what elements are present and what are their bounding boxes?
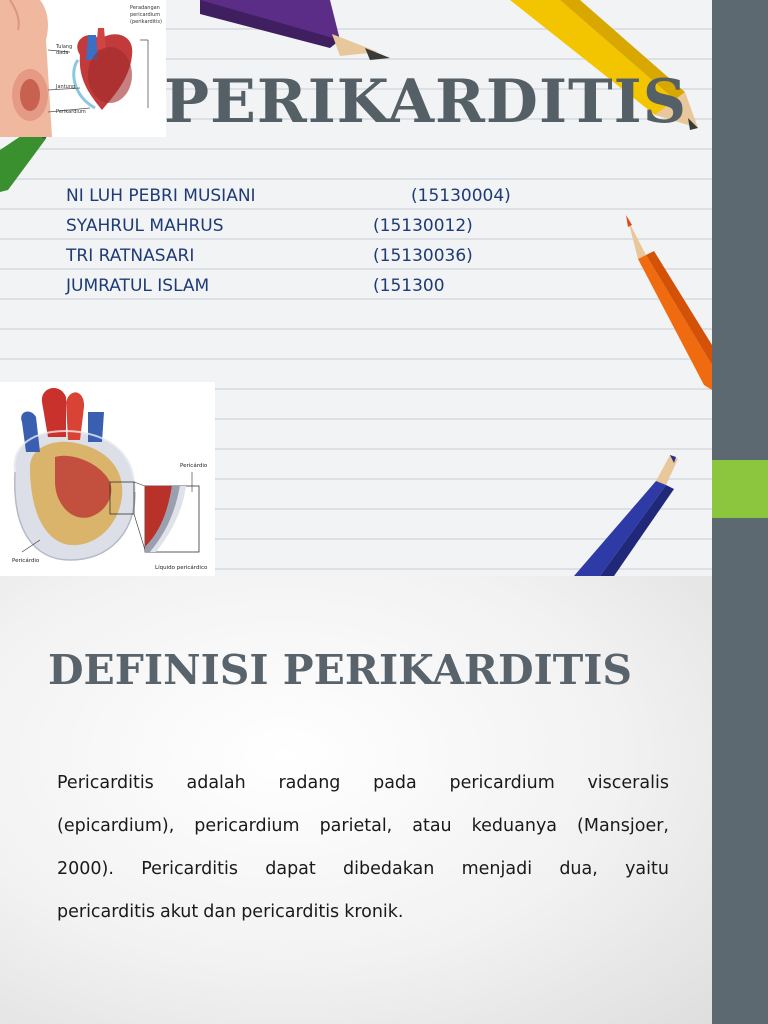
- paragraph-word: 2000).: [57, 859, 114, 879]
- paragraph-word: menjadi: [461, 859, 533, 879]
- paragraph-word: pericardium: [194, 816, 300, 836]
- member-id: (15130012): [373, 216, 473, 236]
- paragraph-word: pericardium: [449, 773, 555, 793]
- member-row: [66, 186, 586, 216]
- member-row: [66, 246, 586, 276]
- purple-pencil-decoration: [200, 0, 400, 70]
- svg-text:Líquido pericárdico: Líquido pericárdico: [155, 565, 208, 571]
- slide-title: PERIKARDITIS: [164, 67, 688, 137]
- member-name: NI LUH PEBRI MUSIANI: [66, 186, 256, 206]
- member-list: [66, 186, 586, 306]
- paragraph-line: [57, 848, 669, 891]
- paragraph-word: keduanya: [471, 816, 558, 836]
- paragraph-word: (Mansjoer,: [577, 816, 669, 836]
- paragraph-word: pada: [373, 773, 417, 793]
- member-row: [66, 216, 586, 246]
- blue-pencil-decoration: [570, 455, 680, 576]
- green-pencil-decoration: [0, 130, 50, 200]
- member-id: (151300: [373, 276, 445, 296]
- side-band: [712, 576, 768, 1024]
- definition-slide: [0, 576, 712, 1024]
- member-name: TRI RATNASARI: [66, 246, 195, 266]
- paragraph-word: yaitu: [625, 859, 669, 879]
- paragraph-word: parietal,: [319, 816, 393, 836]
- paragraph-line: [57, 805, 669, 848]
- paragraph-word: akut: [159, 902, 199, 922]
- paragraph-line: [57, 891, 669, 934]
- paragraph-word: adalah: [186, 773, 246, 793]
- svg-text:Peradangan: Peradangan: [130, 5, 160, 11]
- paragraph-word: Pericarditis: [141, 859, 238, 879]
- slide-heading: DEFINISI PERIKARDITIS: [48, 646, 633, 694]
- member-name: SYAHRUL MAHRUS: [66, 216, 224, 236]
- paragraph-word: kronik.: [344, 902, 404, 922]
- orange-pencil-decoration: [620, 215, 712, 390]
- paragraph-word: pericarditis: [241, 902, 340, 922]
- svg-text:(perikarditis): (perikarditis): [130, 19, 162, 25]
- svg-text:Perikardium: Perikardium: [56, 109, 86, 115]
- svg-text:pericardium: pericardium: [130, 12, 161, 18]
- member-row: [66, 276, 586, 306]
- paragraph-word: visceralis: [587, 773, 669, 793]
- paragraph-word: dibedakan: [343, 859, 435, 879]
- svg-text:Pericárdio: Pericárdio: [12, 558, 40, 564]
- member-id: (15130004): [411, 186, 511, 206]
- paragraph-word: radang: [278, 773, 341, 793]
- paragraph-word: dua,: [559, 859, 598, 879]
- definition-paragraph: [57, 762, 669, 934]
- svg-text:Jantung: Jantung: [56, 84, 76, 90]
- svg-text:dada: dada: [56, 50, 69, 56]
- paragraph-word: pericarditis: [57, 902, 155, 922]
- paragraph-word: dan: [203, 902, 237, 922]
- member-id: (15130036): [373, 246, 473, 266]
- svg-text:Tulang: Tulang: [56, 44, 73, 50]
- paragraph-word: Pericarditis: [57, 773, 154, 793]
- paragraph-line: [57, 762, 669, 805]
- member-name: JUMRATUL ISLAM: [66, 276, 210, 296]
- paragraph-word: (epicardium),: [57, 816, 175, 836]
- heart-anatomy-image-top: [0, 0, 166, 137]
- paragraph-word: atau: [412, 816, 452, 836]
- paragraph-word: dapat: [265, 859, 316, 879]
- heart-anatomy-image-bottom: [0, 382, 215, 576]
- svg-text:Pericárdio: Pericárdio: [180, 463, 208, 469]
- accent-tab: [712, 460, 768, 518]
